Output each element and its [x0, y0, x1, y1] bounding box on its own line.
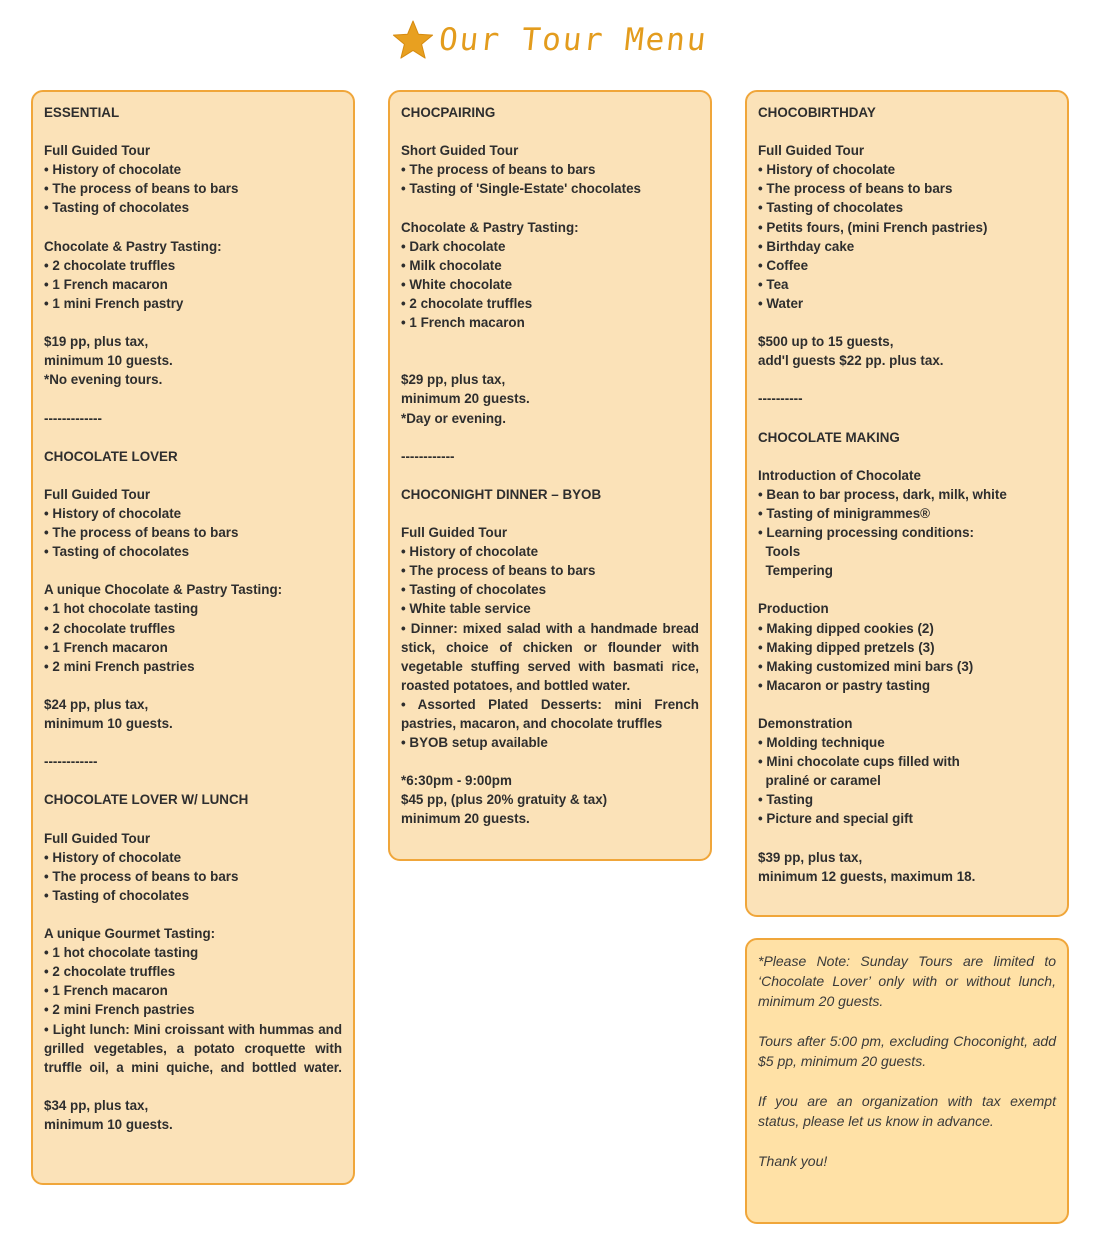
- menu-line: [758, 829, 1056, 848]
- tour-card-chocpairing: [388, 90, 712, 861]
- menu-line: Production: [758, 601, 829, 617]
- menu-line: • 2 mini French pastries: [44, 658, 195, 674]
- menu-line: [44, 809, 342, 828]
- sunday-tours-note: [745, 938, 1069, 1224]
- menu-line: • The process of beans to bars: [44, 525, 239, 541]
- menu-line: [44, 905, 342, 924]
- menu-line: CHOCOLATE LOVER: [44, 448, 178, 464]
- menu-line: • Tasting: [758, 792, 814, 808]
- menu-line: [401, 351, 699, 370]
- menu-line: [401, 198, 699, 217]
- menu-line: $19 pp, plus tax,: [44, 334, 149, 350]
- menu-line: • 2 chocolate truffles: [401, 295, 533, 311]
- menu-line: $500 up to 15 guests,: [758, 334, 894, 350]
- menu-line: *6:30pm - 9:00pm: [401, 773, 512, 789]
- menu-line: • Making dipped cookies (2): [758, 620, 934, 636]
- menu-line: • 1 French macaron: [44, 639, 168, 655]
- menu-line: Full Guided Tour: [44, 486, 151, 502]
- menu-line: [401, 332, 699, 351]
- menu-line: [758, 695, 1056, 714]
- menu-line: *Day or evening.: [401, 410, 506, 426]
- menu-line: minimum 10 guests.: [44, 1116, 173, 1132]
- menu-line: • Tasting of chocolates: [44, 887, 190, 903]
- menu-line: • History of chocolate: [401, 544, 539, 560]
- menu-line: stick, choice of chicken or flounder with: [401, 639, 699, 655]
- menu-line: $39 pp, plus tax,: [758, 849, 863, 865]
- menu-line: [758, 447, 1056, 466]
- menu-line: • The process of beans to bars: [401, 162, 596, 178]
- menu-line: • 1 French macaron: [44, 983, 168, 999]
- menu-line: [44, 389, 342, 408]
- menu-line: • The process of beans to bars: [44, 868, 239, 884]
- menu-line: • Petits fours, (mini French pastries): [758, 219, 988, 235]
- menu-line: [401, 504, 699, 523]
- menu-line: Full Guided Tour: [758, 143, 865, 159]
- menu-line: • Macaron or pastry tasting: [758, 677, 931, 693]
- menu-line: • Tasting of chocolates: [758, 200, 904, 216]
- menu-line: • Making dipped pretzels (3): [758, 639, 935, 655]
- menu-line: • Milk chocolate: [401, 257, 502, 273]
- menu-line: • History of chocolate: [44, 162, 182, 178]
- menu-line: minimum 20 guests.: [401, 391, 530, 407]
- page-title: Our Tour Menu: [436, 22, 710, 58]
- menu-line: • History of chocolate: [758, 162, 896, 178]
- menu-line: minimum 20 guests.: [401, 811, 530, 827]
- menu-line: [44, 1077, 342, 1096]
- menu-line: CHOCOLATE LOVER W/ LUNCH: [44, 792, 249, 808]
- menu-line: [758, 313, 1056, 332]
- menu-line: ------------: [401, 448, 455, 464]
- menu-line: • 2 chocolate truffles: [44, 257, 176, 273]
- menu-line: • The process of beans to bars: [401, 563, 596, 579]
- menu-line: [44, 313, 342, 332]
- note-paragraph: Thank you!: [758, 1153, 828, 1169]
- menu-line: -------------: [44, 410, 102, 426]
- menu-line: $34 pp, plus tax,: [44, 1097, 149, 1113]
- menu-line: ------------: [44, 754, 98, 770]
- note-paragraph: *Please Note: Sunday Tours are limited to ‘Chocolate Lover’ only with or without lunch, minimum 20 guests.: [758, 953, 1056, 1009]
- note-paragraph: If you are an organization with tax exempt status, please let us know in advance.: [758, 1093, 1056, 1129]
- menu-line: CHOCPAIRING: [401, 105, 496, 120]
- menu-line: • Tasting of chocolates: [401, 582, 547, 598]
- menu-line: Full Guided Tour: [401, 525, 508, 541]
- menu-line: A unique Gourmet Tasting:: [44, 926, 216, 942]
- menu-line: • 1 hot chocolate tasting: [44, 601, 199, 617]
- menu-line: [44, 561, 342, 580]
- menu-line: CHOCOBIRTHDAY: [758, 105, 876, 120]
- menu-line: CHOCOLATE MAKING: [758, 429, 900, 445]
- menu-line: • 1 mini French pastry: [44, 295, 184, 311]
- menu-line: [401, 122, 699, 141]
- menu-line: pastries, macaron, and chocolate truffles: [401, 716, 663, 731]
- menu-line: $45 pp, (plus 20% gratuity & tax): [401, 792, 608, 808]
- menu-line: [401, 466, 699, 485]
- menu-line: • Tea: [758, 276, 789, 292]
- menu-line: roasted potatoes, and bottled water.: [401, 677, 631, 693]
- menu-line: praliné or caramel: [758, 773, 881, 789]
- menu-line: ----------: [758, 391, 803, 407]
- menu-line: [758, 580, 1056, 599]
- menu-line: • Bean to bar process, dark, milk, white: [758, 486, 1007, 502]
- page-header: [0, 12, 1098, 68]
- star-icon: [391, 18, 435, 62]
- menu-line: • The process of beans to bars: [44, 181, 239, 197]
- menu-line: minimum 12 guests, maximum 18.: [758, 868, 976, 884]
- menu-line: Chocolate & Pastry Tasting:: [44, 238, 222, 254]
- menu-line: [401, 428, 699, 447]
- tour-card-chocobirthday: [745, 90, 1069, 917]
- menu-line: Short Guided Tour: [401, 143, 519, 159]
- menu-line: Full Guided Tour: [44, 830, 151, 846]
- menu-line: • 1 French macaron: [401, 315, 525, 331]
- menu-line: [44, 733, 342, 752]
- menu-line: • Water: [758, 295, 804, 311]
- menu-line: • History of chocolate: [44, 849, 182, 865]
- menu-line: [44, 428, 342, 447]
- menu-line: CHOCONIGHT DINNER – BYOB: [401, 486, 602, 502]
- menu-line: • 2 chocolate truffles: [44, 964, 176, 980]
- menu-line: • Tasting of 'Single-Estate' chocolates: [401, 181, 641, 197]
- menu-line: • 1 hot chocolate tasting: [44, 945, 199, 961]
- menu-line: • 2 chocolate truffles: [44, 620, 176, 636]
- menu-line: [758, 409, 1056, 428]
- menu-line: minimum 10 guests.: [44, 353, 173, 369]
- menu-line: Tools: [758, 544, 801, 560]
- menu-line: • The process of beans to bars: [758, 181, 953, 197]
- menu-line: • Picture and special gift: [758, 811, 913, 827]
- menu-line: Demonstration: [758, 716, 853, 731]
- menu-line: • 2 mini French pastries: [44, 1002, 195, 1018]
- menu-line: • History of chocolate: [44, 505, 182, 521]
- menu-line: A unique Chocolate & Pastry Tasting:: [44, 582, 283, 598]
- menu-line: *No evening tours.: [44, 372, 163, 388]
- menu-line: • Mini chocolate cups filled with: [758, 754, 960, 770]
- menu-line: • BYOB setup available: [401, 735, 548, 751]
- menu-line: • 1 French macaron: [44, 276, 168, 292]
- menu-line: • Dinner: mixed salad with a handmade bread: [401, 620, 699, 636]
- menu-line: $29 pp, plus tax,: [401, 372, 506, 388]
- menu-line: • Tasting of chocolates: [44, 544, 190, 560]
- menu-line: • Molding technique: [758, 735, 885, 751]
- menu-line: add'l guests $22 pp. plus tax.: [758, 353, 944, 369]
- menu-line: [758, 122, 1056, 141]
- menu-line: • Tasting of chocolates: [44, 200, 190, 216]
- menu-line: grilled vegetables, a potato croquette with: [44, 1040, 342, 1056]
- menu-line: $24 pp, plus tax,: [44, 696, 149, 712]
- menu-line: [44, 771, 342, 790]
- menu-line: • Birthday cake: [758, 238, 855, 254]
- menu-line: [758, 370, 1056, 389]
- menu-line: vegetable stuffing served with basmati rice,: [401, 658, 699, 674]
- menu-line: [44, 676, 342, 695]
- menu-line: Chocolate & Pastry Tasting:: [401, 219, 579, 235]
- menu-line: • Light lunch: Mini croissant with hummas and: [44, 1021, 342, 1037]
- menu-line: • Coffee: [758, 257, 809, 273]
- menu-line: • Learning processing conditions:: [758, 525, 974, 541]
- menu-line: • White chocolate: [401, 276, 513, 292]
- menu-line: [44, 122, 342, 141]
- menu-line: minimum 10 guests.: [44, 716, 173, 731]
- tour-card-essential: [31, 90, 355, 1185]
- menu-line: • Assorted Plated Desserts: mini French: [401, 696, 699, 712]
- menu-line: [44, 218, 342, 237]
- note-paragraph: Tours after 5:00 pm, excluding Choconight, add $5 pp, minimum 20 guests.: [758, 1033, 1056, 1069]
- menu-line: Full Guided Tour: [44, 143, 151, 159]
- menu-line: • Making customized mini bars (3): [758, 658, 974, 674]
- menu-line: • Tasting of minigrammes®: [758, 505, 931, 521]
- menu-line: [401, 752, 699, 771]
- menu-line: ESSENTIAL: [44, 105, 120, 120]
- menu-line: truffle oil, a mini quiche, and bottled water.: [44, 1059, 342, 1075]
- menu-line: • White table service: [401, 601, 531, 617]
- menu-line: Tempering: [758, 563, 833, 579]
- menu-line: Introduction of Chocolate: [758, 467, 921, 483]
- menu-line: [44, 466, 342, 485]
- menu-line: • Dark chocolate: [401, 238, 506, 254]
